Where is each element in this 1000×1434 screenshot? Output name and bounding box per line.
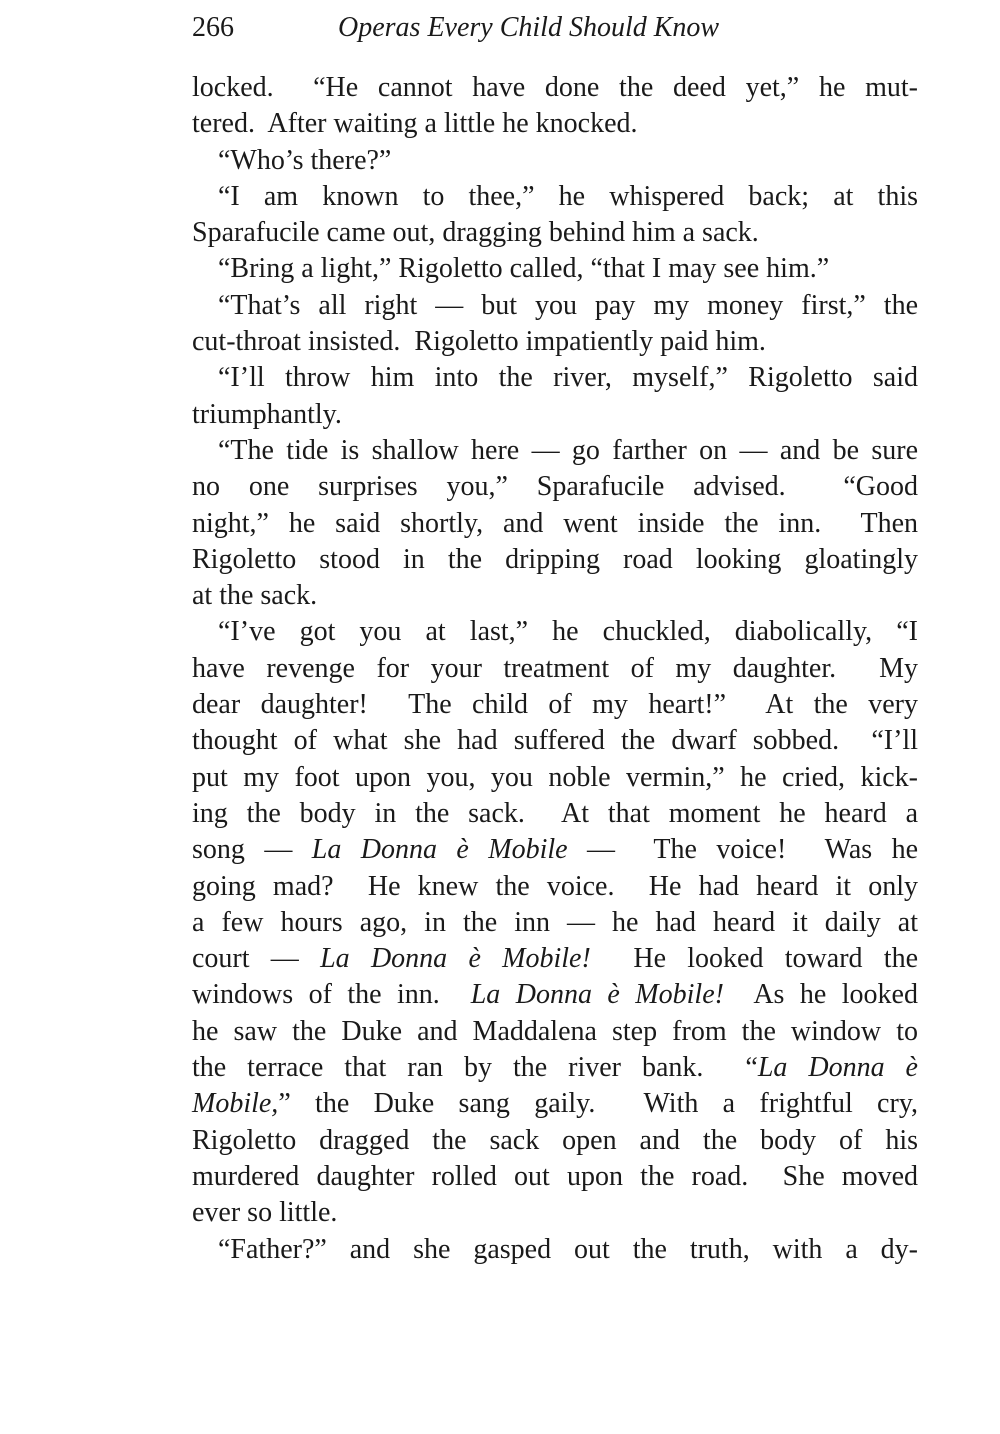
text-line [192,215,918,251]
text-span: he saw the Duke and Maddalena step from the window to [192,1015,918,1047]
text-line [192,288,918,324]
italic-text-span: La Donna è Mobile! [320,943,591,975]
text-span: “I am known to thee,” he whispered back; at this [218,180,918,212]
text-line [192,832,918,868]
italic-text-span: La Donna è Mobile [311,834,568,866]
text-span: Rigoletto stood in the dripping road looking gloatingly [192,543,918,575]
text-span: Rigoletto dragged the sack open and the body of his [192,1124,918,1156]
text-span: at the sack. [192,580,318,612]
text-span: — The voice! Was he [567,834,919,866]
body-text [192,70,918,1268]
text-line [192,70,918,106]
text-span: court — [192,943,321,975]
text-line [192,1159,918,1195]
text-span: windows of the inn. [192,979,471,1011]
text-line [192,397,918,433]
text-span: dear daughter! The child of my heart!” At the very [192,689,918,721]
text-line [192,251,918,287]
page-number: 266 [192,12,234,43]
text-line [192,905,918,941]
text-line [192,796,918,832]
text-line [192,469,918,505]
text-span: cut-throat insisted. Rigoletto impatiently paid him. [192,326,766,358]
text-line [192,1232,918,1268]
text-span: ” the Duke sang gaily. With a frightful cry, [278,1088,918,1120]
text-line [192,143,918,179]
text-span: “Bring a light,” Rigoletto called, “that I may see him.” [218,253,830,285]
text-line [192,578,918,614]
text-line [192,1014,918,1050]
text-span: triumphantly. [192,398,342,430]
text-line [192,614,918,650]
text-line [192,869,918,905]
text-line [192,977,918,1013]
text-line [192,1123,918,1159]
text-line [192,687,918,723]
text-line [192,179,918,215]
book-title: Operas Every Child Should Know [338,12,720,43]
text-span: thought of what she had suffered the dwarf sobbed. “I’ll [192,725,918,757]
text-line [192,433,918,469]
text-span: Sparafucile came out, dragging behind him a sack. [192,217,759,249]
text-line [192,360,918,396]
text-span: “I’ll throw him into the river, myself,” Rigoletto said [218,362,918,394]
running-head [192,8,832,48]
text-span: “Who’s there?” [218,144,392,176]
italic-text-span: Mobile, [192,1088,279,1120]
text-span: song — [192,834,312,866]
text-span: a few hours ago, in the inn — he had heard it daily at [192,906,918,938]
text-span: put my foot upon you, you noble vermin,” he cried, kick- [192,761,918,793]
text-span: locked. “He cannot have done the deed yet,” he mut- [192,72,918,103]
text-span: night,” he said shortly, and went inside the inn. Then [192,507,918,539]
text-line [192,1050,918,1086]
text-span: “I’ve got you at last,” he chuckled, diabolically, “I [218,616,918,648]
text-line [192,941,918,977]
text-span: “The tide is shallow here — go farther on — and be sure [218,434,918,466]
text-line [192,760,918,796]
text-span: ever so little. [192,1197,338,1229]
text-span: ing the body in the sack. At that moment he heard a [192,797,918,829]
text-span: tered. After waiting a little he knocked. [192,108,638,140]
text-line [192,651,918,687]
italic-text-span: La Donna è Mobile! [470,979,724,1011]
text-line [192,723,918,759]
text-span: “Father?” and she gasped out the truth, with a dy- [218,1233,918,1265]
text-span: “That’s all right — but you pay my money first,” the [218,289,918,321]
text-line [192,106,918,142]
text-span: He looked toward the [590,943,919,975]
text-span: As he looked [723,979,918,1011]
text-line [192,324,918,360]
text-span: murdered daughter rolled out upon the road. She moved [192,1160,918,1192]
text-line [192,542,918,578]
text-line [192,506,918,542]
text-span: the terrace that ran by the river bank. “ [192,1052,758,1084]
italic-text-span: La Donna è [757,1052,918,1084]
text-line [192,1195,918,1231]
text-line [192,1086,918,1122]
text-span: going mad? He knew the voice. He had heard it only [192,870,918,902]
text-span: no one surprises you,” Sparafucile advised. “Good [192,471,918,503]
text-span: have revenge for your treatment of my daughter. My [192,652,918,684]
